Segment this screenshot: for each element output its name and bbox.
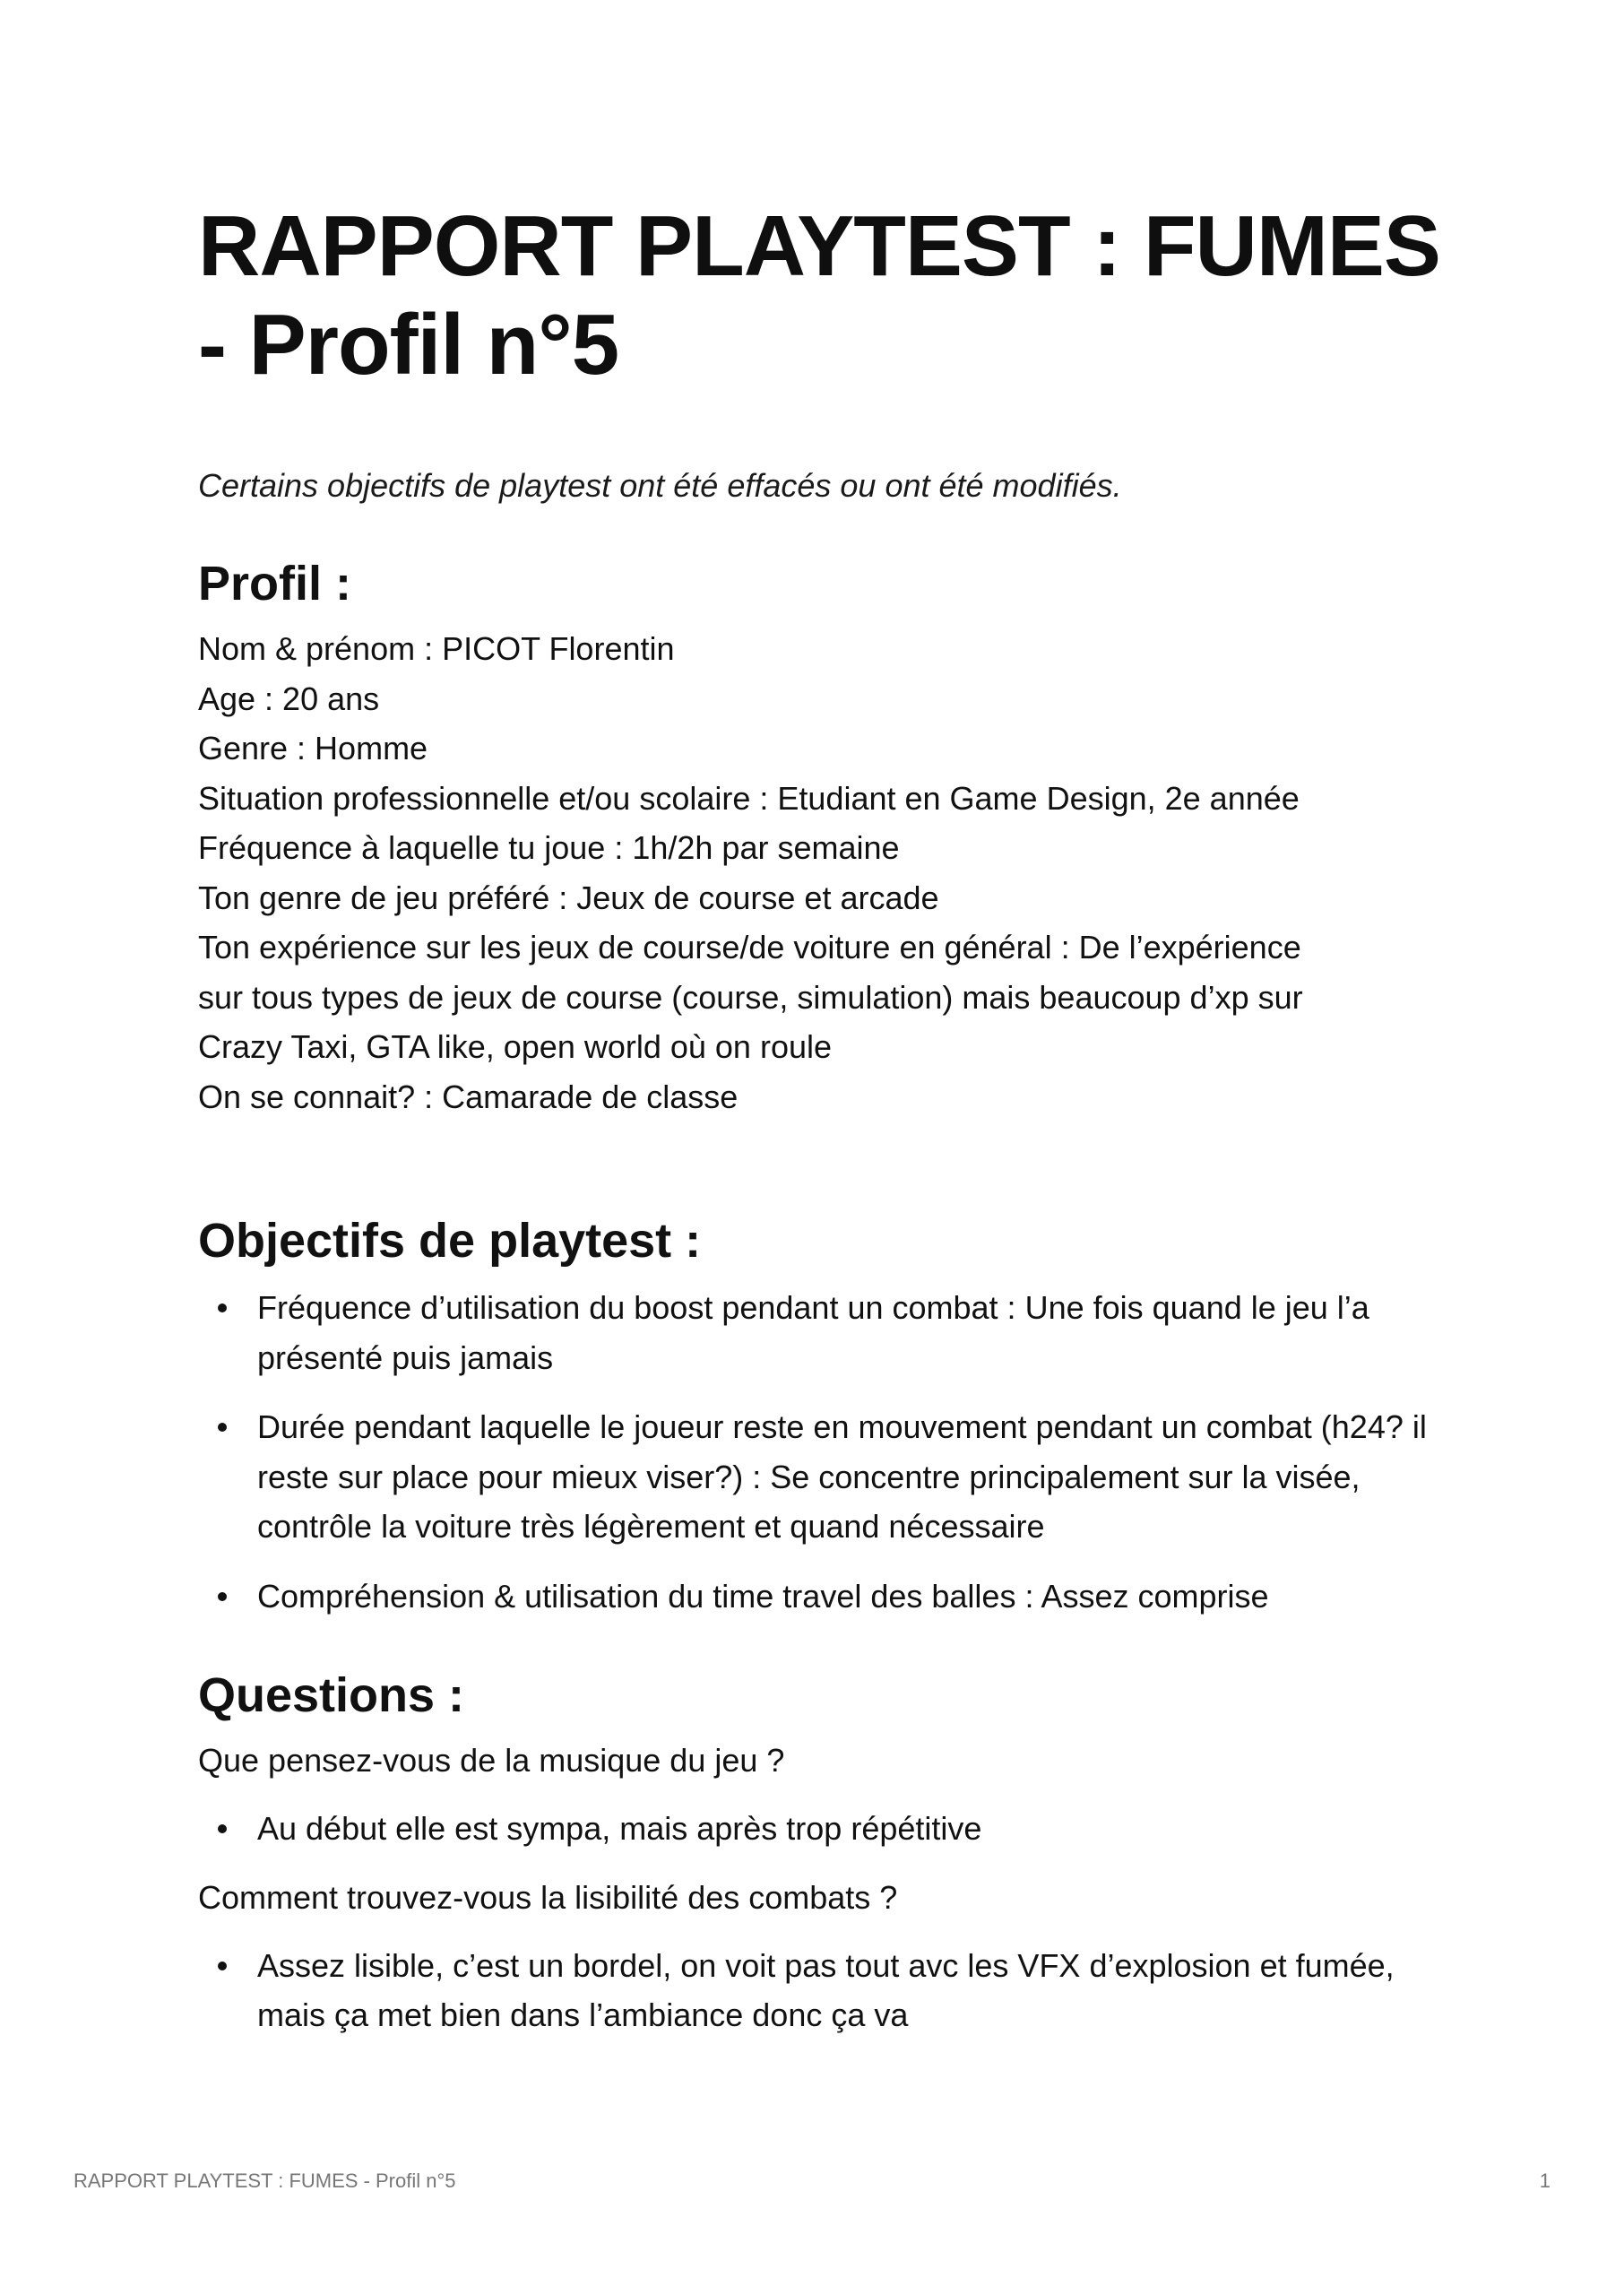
page-footer: [73, 2169, 1551, 2193]
list-item: [198, 1804, 1453, 1854]
list-item: [198, 1941, 1453, 2040]
profil-heading: Profil :: [198, 557, 351, 611]
list-item: [198, 1402, 1453, 1552]
bullet-icon: [218, 1824, 227, 1833]
bullet-icon: [218, 1592, 227, 1601]
answer-list: [198, 1804, 1453, 1854]
profil-line: sur tous types de jeux de course (course, simulation) mais beaucoup d’xp sur: [198, 978, 1303, 1016]
objectif-text: Fréquence d’utilisation du boost pendant un combat : Une fois quand le jeu l’a présenté puis jamais: [257, 1289, 1369, 1376]
list-item: [198, 1572, 1453, 1622]
profil-lines: [198, 624, 1453, 1122]
profil-line: On se connait? : Camarade de classe: [198, 1078, 739, 1115]
footer-title: RAPPORT PLAYTEST : FUMES - Profil n°5: [73, 2169, 456, 2192]
document-title: RAPPORT PLAYTEST : FUMES - Profil n°5: [198, 198, 1440, 393]
objectif-text: Compréhension & utilisation du time travel des balles : Assez comprise: [257, 1577, 1269, 1615]
bullet-icon: [218, 1423, 227, 1432]
bullet-icon: [218, 1962, 227, 1970]
answer-text: Au début elle est sympa, mais après trop répétitive: [257, 1809, 982, 1847]
answer-list: [198, 1941, 1453, 2040]
profil-line: Fréquence à laquelle tu joue : 1h/2h par semaine: [198, 829, 900, 866]
profil-line: Age : 20 ans: [198, 680, 380, 717]
answer-text: Assez lisible, c’est un bordel, on voit pas tout avc les VFX d’explosion et fumée, mais ça met bien dans l’ambiance donc ça va: [257, 1946, 1395, 2033]
objectif-text: Durée pendant laquelle le joueur reste en mouvement pendant un combat (h24? il reste sur place pour mieux viser?) : Se concentre principalement sur la visée, contrôle la voiture très légèrement et quand nécessaire: [257, 1408, 1427, 1545]
questions-heading: Questions :: [198, 1668, 465, 1722]
profil-line: Ton genre de jeu préféré : Jeux de course et arcade: [198, 879, 939, 916]
question-text: Comment trouvez-vous la lisibilité des combats ?: [198, 1879, 898, 1916]
bullet-icon: [218, 1303, 227, 1312]
profil-line: Genre : Homme: [198, 730, 428, 766]
profil-line: Crazy Taxi, GTA like, open world où on roule: [198, 1028, 833, 1065]
list-item: [198, 1283, 1453, 1382]
page-number: 1: [1539, 2169, 1551, 2192]
intro-note: Certains objectifs de playtest ont été effacés ou ont été modifiés.: [198, 467, 1122, 504]
question-text: Que pensez-vous de la musique du jeu ?: [198, 1742, 785, 1779]
profil-line: Situation professionnelle et/ou scolaire : Etudiant en Game Design, 2e année: [198, 779, 1300, 817]
objectifs-heading: Objectifs de playtest :: [198, 1214, 702, 1268]
profil-line: Nom & prénom : PICOT Florentin: [198, 630, 675, 667]
document-page: [198, 197, 1453, 2060]
profil-line: Ton expérience sur les jeux de course/de voiture en général : De l’expérience: [198, 929, 1301, 966]
objectifs-list: [198, 1283, 1453, 1621]
